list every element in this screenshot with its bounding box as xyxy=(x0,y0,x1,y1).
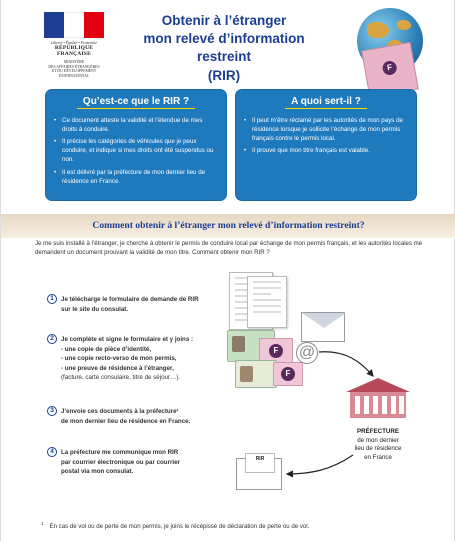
list-item: • Il peut m’être réclamé par les autorités de mon pays de résidence lorsque je sollicite l’échange de mon permis français contre le permis local. xyxy=(252,117,406,144)
step-number: 2 xyxy=(47,334,57,344)
rir-envelope-icon: RIR xyxy=(236,458,282,490)
page-title: Obtenir à l’étranger mon relevé d’information restreint (RIR) xyxy=(143,13,305,83)
licence-card-icon: F xyxy=(273,362,303,386)
step-2: 2 Je complète et signe le formulaire et y joins : - une copie de pièce d’identité, - une copie recto-verso de mon permis, - une preuve de résidence à l’étranger, (facture, carte consulaire, titre de séjour…). xyxy=(47,335,237,383)
logo-republic: RÉPUBLIQUE FRANÇAISE xyxy=(54,45,94,57)
step-number: 4 xyxy=(47,447,57,457)
list-item: • Il est délivré par la préfecture de mon dernier lieu de résidence en France. xyxy=(62,169,216,187)
footnote: $^1$ En cas de vol ou de perte de mon permis, je joins le récépissé de déclaration de perte ou de vol. xyxy=(41,521,310,531)
list-item: • Il précise les catégories de véhicules que je peux conduire, et indique si mes droits ont été suspendus ou non. xyxy=(62,138,216,165)
what-heading: Qu’est-ce que le RIR ? xyxy=(46,90,226,109)
driving-licence-icon: F xyxy=(361,42,419,98)
logo-motto: Liberté • Égalité • Fraternité xyxy=(50,40,98,45)
step-number: 3 xyxy=(47,406,57,416)
at-sign-icon: @ xyxy=(296,342,318,364)
how-title: Comment obtenir à l’étranger mon relevé d’information restreint? xyxy=(92,220,365,231)
step-3: 3 J’envoie ces documents à la préfecture¹ de mon dernier lieu de résidence en France. xyxy=(47,407,237,426)
flow-arrows xyxy=(1,0,455,541)
list-item: • Ce document atteste la validité et l’étendue de mes droits à conduire. xyxy=(62,117,216,135)
step-1: 1 Je télécharge le formulaire de demande de RIR sur le site du consulat. xyxy=(47,295,237,314)
licence-card-icon: F xyxy=(259,338,293,364)
how-intro: Je me suis installé à l’étranger, je cherche à obtenir le permis de conduire local par échange de mon permis français, et les autorités locales me demandent un document prouvant la validité de mon titre. Comment obtenir mon RIR ? xyxy=(35,240,423,256)
step-4: 4 La préfecture me communique mon RIR par courrier électronique ou par courrier postal via mon consulat. xyxy=(47,448,237,477)
use-heading: A quoi sert-il ? xyxy=(236,90,416,109)
step-number: 1 xyxy=(47,294,57,304)
logo-ministry: MINISTÈRE DES AFFAIRES ÉTRANGÈRES ET DU DÉVELOPPEMENT INTERNATIONAL xyxy=(48,60,100,79)
list-item: • Il prouve que mon titre français est valable. xyxy=(252,147,406,156)
prefecture-label: PRÉFECTURE de mon dernier lieu de résidence en France xyxy=(354,428,402,462)
